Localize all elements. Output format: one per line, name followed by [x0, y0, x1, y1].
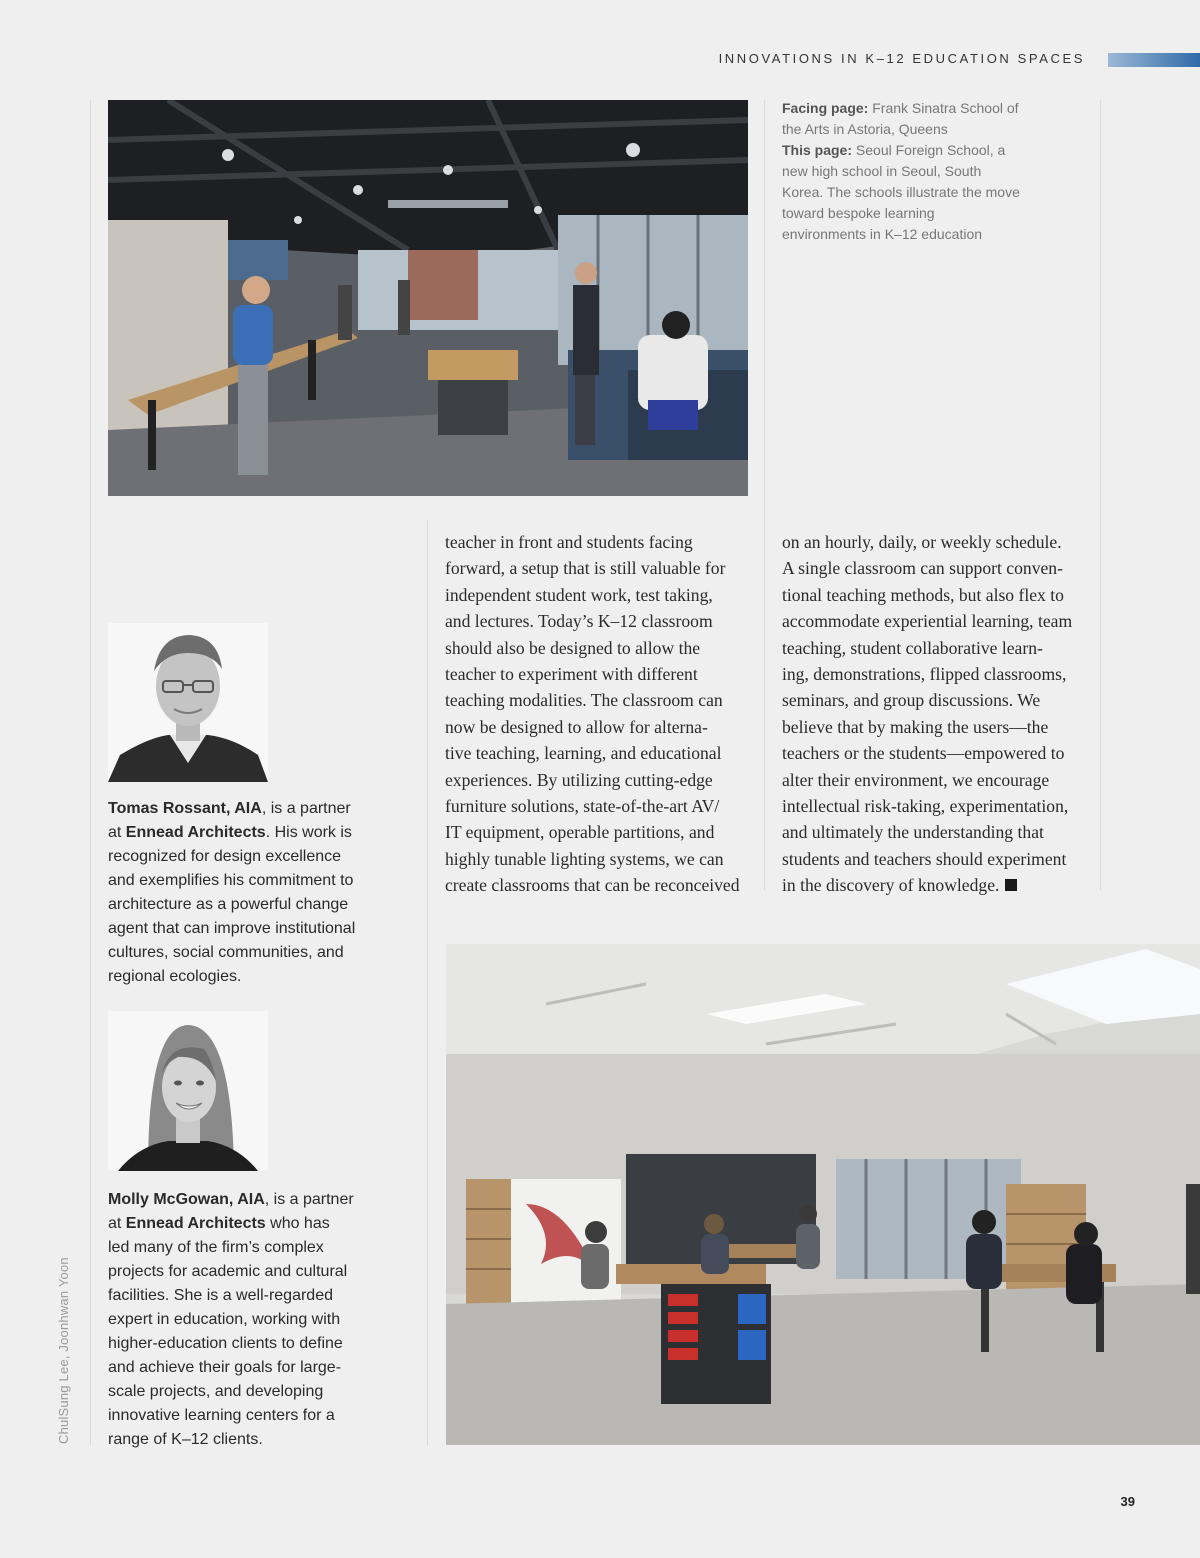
bio-line	[108, 1428, 378, 1452]
column-rule	[764, 100, 765, 890]
body-line: should also be designed to allow the	[445, 637, 701, 658]
bio-text: innovative learning centers for a	[108, 1407, 335, 1424]
bio-text: at	[108, 824, 126, 841]
bio-line	[108, 917, 378, 941]
body-line: teaching modalities. The classroom can	[445, 690, 723, 711]
caption-this-text: Seoul Foreign School, a new high school in Seoul, South Korea. The schools illustrate the move toward bespoke learning environments in K–12 education	[782, 142, 1020, 242]
bio-text: and achieve their goals for large-	[108, 1359, 342, 1376]
photo-caption	[782, 98, 1022, 245]
body-line: and lectures. Today’s K–12 classroom	[445, 611, 713, 632]
bio-line	[108, 893, 378, 917]
body-line: accommodate experiential learning, team	[782, 611, 1073, 632]
body-line: forward, a setup that is still valuable for	[445, 558, 726, 579]
bio-line	[108, 941, 378, 965]
bio-emphasis: Tomas Rossant, AIA	[108, 800, 262, 817]
portrait-molly-mcgowan	[108, 1011, 268, 1171]
body-line: independent student work, test taking,	[445, 584, 713, 605]
body-line: intellectual risk-taking, experimentation,	[782, 796, 1069, 817]
end-of-article-square-icon	[1005, 879, 1017, 891]
bio-text: projects for academic and cultural	[108, 1263, 348, 1280]
body-line: alter their environment, we encourage	[782, 769, 1050, 790]
portrait-tomas-rossant	[108, 623, 268, 782]
body-line: teacher to experiment with different	[445, 664, 698, 685]
bio-text: agent that can improve institutional	[108, 920, 356, 937]
bio-line	[108, 845, 378, 869]
bio-text: and exemplifies his commitment to	[108, 872, 354, 889]
column-rule	[1100, 100, 1101, 890]
bio-tomas-rossant	[108, 797, 378, 989]
body-line: seminars, and group discussions. We	[782, 690, 1041, 711]
body-line: A single classroom can support conven-	[782, 558, 1063, 579]
bio-text: , is a partner	[264, 1191, 354, 1208]
bio-emphasis: Molly McGowan, AIA	[108, 1191, 265, 1208]
bio-text: led many of the firm’s complex	[108, 1239, 324, 1256]
bio-text: expert in education, working with	[108, 1311, 341, 1328]
body-line: on an hourly, daily, or weekly schedule.	[782, 532, 1062, 552]
bio-text: who has	[265, 1215, 330, 1232]
body-column-2	[782, 529, 1092, 899]
studio-photo	[446, 944, 1200, 1445]
body-line: and ultimately the understanding that	[782, 822, 1044, 843]
body-line: IT equipment, operable partitions, and	[445, 822, 715, 843]
bio-line	[108, 1284, 378, 1308]
body-line: create classrooms that can be reconceived	[445, 875, 740, 896]
bio-line	[108, 1236, 378, 1260]
running-head: INNOVATIONS IN K–12 EDUCATION SPACES	[718, 51, 1085, 66]
bio-line	[108, 965, 378, 989]
bio-line	[108, 821, 378, 845]
bio-line	[108, 1308, 378, 1332]
body-line: in the discovery of knowledge.	[782, 872, 1092, 898]
header-accent-bar	[1108, 53, 1200, 67]
body-line: furniture solutions, state-of-the-art AV/	[445, 796, 720, 817]
bio-molly-mcgowan	[108, 1188, 378, 1452]
bio-line	[108, 797, 378, 821]
bio-line	[108, 869, 378, 893]
bio-line	[108, 1380, 378, 1404]
bio-text: higher-education clients to define	[108, 1335, 343, 1352]
bio-text: recognized for design excellence	[108, 848, 342, 865]
bio-emphasis: Ennead Architects	[125, 1215, 266, 1232]
body-line: highly tunable lighting systems, we can	[445, 848, 724, 869]
body-line: tional teaching methods, but also flex to	[782, 584, 1064, 605]
body-line: teaching, student collaborative learn-	[782, 637, 1043, 658]
body-line: tive teaching, learning, and educational	[445, 743, 722, 764]
body-line: ing, demonstrations, flipped classrooms,	[782, 664, 1067, 685]
bio-text: architecture as a powerful change	[108, 896, 349, 913]
body-column-1	[445, 529, 755, 899]
bio-text: , is a partner	[261, 800, 351, 817]
bio-line	[108, 1212, 378, 1236]
bio-text: . His work is	[265, 824, 352, 841]
bio-text: facilities. She is a well-regarded	[108, 1287, 333, 1304]
bio-line	[108, 1260, 378, 1284]
bio-text: range of K–12 clients.	[108, 1431, 263, 1448]
bio-line	[108, 1356, 378, 1380]
body-line: believe that by making the users—the	[782, 716, 1049, 737]
column-rule	[90, 100, 91, 1445]
makerspace-photo	[108, 100, 748, 496]
body-line: experiences. By utilizing cutting-edge	[445, 769, 713, 790]
bio-line	[108, 1188, 378, 1212]
body-line: now be designed to allow for alterna-	[445, 716, 708, 737]
bio-line	[108, 1404, 378, 1428]
caption-facing-text: Frank Sinatra School of the Arts in Astoria, Queens	[782, 100, 1019, 137]
body-line: teachers or the students—empowered to	[782, 743, 1065, 764]
photo-credit: ChulSung Lee, Joonhwan Yoon	[56, 1257, 71, 1444]
bio-text: cultures, social communities, and	[108, 944, 344, 961]
bio-emphasis: Ennead Architects	[125, 824, 266, 841]
bio-text: regional ecologies.	[108, 968, 242, 985]
caption-this-label: This page:	[782, 142, 853, 158]
bio-text: at	[108, 1215, 126, 1232]
column-rule	[427, 520, 428, 1445]
bio-line	[108, 1332, 378, 1356]
page-number: 39	[1120, 1494, 1135, 1509]
caption-facing-label: Facing page:	[782, 100, 869, 116]
bio-text: scale projects, and developing	[108, 1383, 324, 1400]
body-line: students and teachers should experiment	[782, 848, 1067, 869]
body-line: teacher in front and students facing	[445, 532, 693, 552]
